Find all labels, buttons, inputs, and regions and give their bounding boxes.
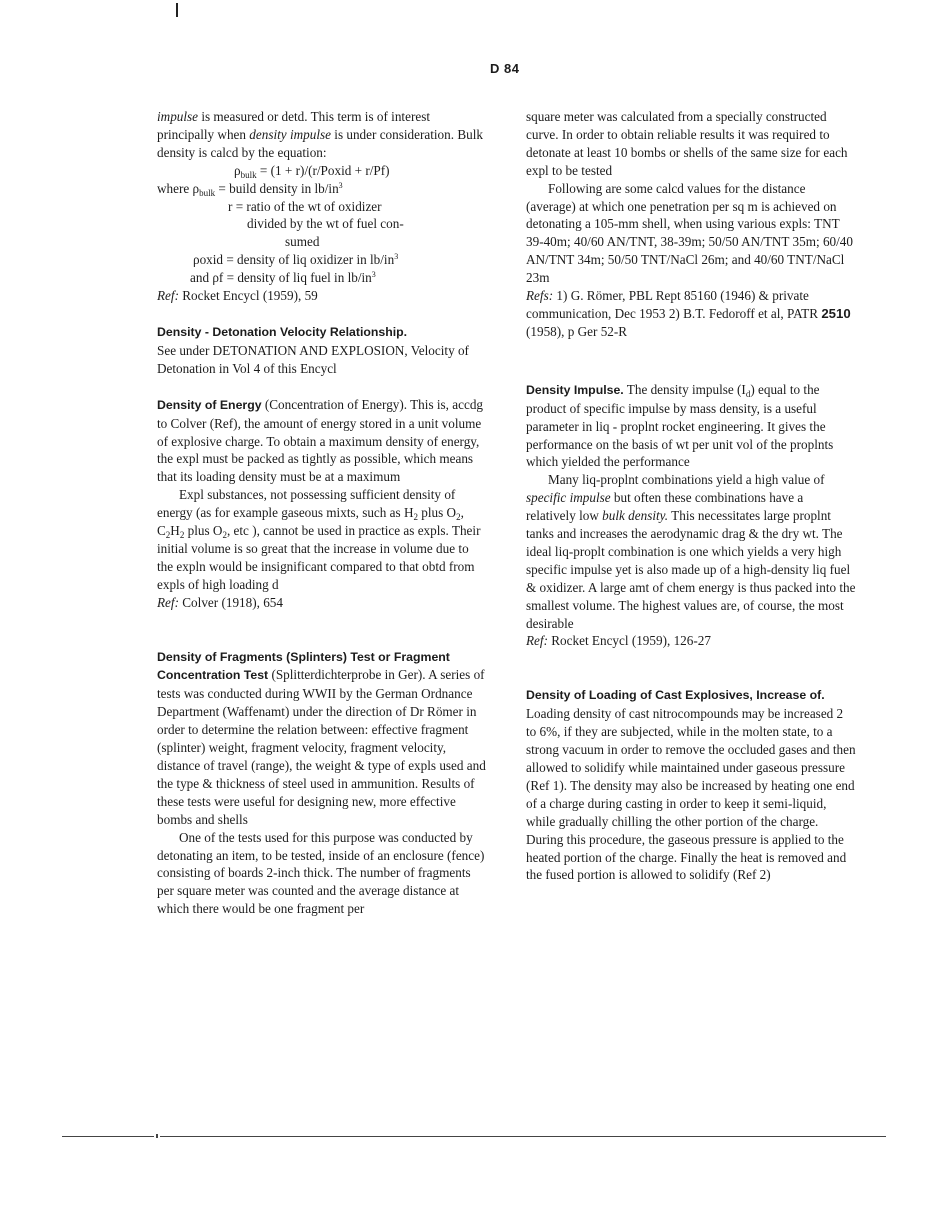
- bulk-density-equation: $\rho_{bulk} = (1$ + r)/(r/Poxid + r/Pf): [234, 162, 390, 180]
- paragraph: Following are some calcd values for the distance (average) at which one penetration per sq m is achieved on detonating a 105-mm shell, when using various expls: TNT 39-40m; 40/60 AN/TNT, 38-39m; 50/50 AN/TNT 35m; 60/40 AN/TNT 34m; 50/50 TNT/NaCl 26m; and 40/60 TNT/NaCl 23m: [526, 180, 853, 286]
- where-line-1: where $\rho_{bulk}$ = build density in $lb/in^3$: [157, 180, 343, 198]
- where-line-5: ρoxid = density of liq oxidizer in $lb/in^3$: [193, 252, 399, 268]
- entry-density-of-energy: Density of Energy (Concentration of Energy). This is, accdg to Colver (Ref), the amount of energy stored in a unit volume of explosive charge. To obtain a maximum density of energy, the expl must be packed as tightly as possible, which means that its loading density must be at a maximum: [157, 396, 484, 485]
- entry-density-detonation-velocity: Density - Detonation Velocity Relationship. See under DETONATION AND EXPLOSION, Velocity of Detonation in Vol 4 of this Encycl: [157, 324, 469, 376]
- footer-rule-tick: [156, 1134, 158, 1138]
- reference: Ref: Rocket Encycl (1959), 59: [157, 288, 318, 304]
- paragraph: square meter was calculated from a specially constructed curve. In order to obtain reliable results it was required to detonate at least 10 bombs or shells of the same size for each expl to be tested: [526, 109, 848, 178]
- footer-rule: [62, 1136, 154, 1137]
- entry-heading: Density of Fragments (Splinters) Test or Fragment Concentration Test: [157, 649, 450, 683]
- where-line-3: divided by the wt of fuel con-: [247, 216, 404, 232]
- entry-heading: Density of Loading of Cast Explosives, Increase of.: [526, 688, 825, 703]
- entry-heading: Density of Energy: [157, 397, 262, 412]
- right-column: [526, 108, 856, 884]
- reference: Ref: Rocket Encycl (1959), 126-27: [526, 633, 711, 649]
- references: Refs: 1) G. Römer, PBL Rept 85160 (1946) & private communication, Dec 1953 2) B.T. Fedoroff et al, PATR 2510 (1958), p Ger 52-R: [526, 288, 851, 339]
- reference: Ref: Colver (1918), 654: [157, 594, 283, 610]
- paragraph: One of the tests used for this purpose was conducted by detonating an item, to be tested, inside of an enclosure (fence) consisting of boards 2-inch thick. The number of fragments per square meter was counted and the average distance at which there would be one fragment per: [157, 829, 485, 917]
- where-line-6: and ρf = density of liq fuel in $lb/in^3$: [190, 270, 376, 286]
- entry-heading: Density Impulse.: [526, 382, 624, 397]
- entry-heading: Density - Detonation Velocity Relationship.: [157, 324, 408, 339]
- where-line-2: r = ratio of the wt of oxidizer: [228, 198, 382, 214]
- entry-density-of-loading: Density of Loading of Cast Explosives, Increase of. Loading density of cast nitrocompounds may be increased 2 to 6%, if they are subjected, while in the molten state, to a strong vacuum in order to remove the occluded gases and then allowed to solidify while maintained under gaseous pressure (Ref 1). The density may also be increased by heating one end of a charge during casting in order to keep it semi-liquid, while gradually chilling the other portion of the charge. During this procedure, the gaseous pressure is applied to the heated portion of the charge. Finally the heat is removed and the fused portion is allowed to solidify (Ref 2): [526, 688, 856, 883]
- entry-density-of-fragments: Density of Fragments (Splinters) Test or Fragment Concentration Test (Splitterdichterprobe in Ger). A series of tests was conducted during WWII by the German Ordnance Department (Waffenamt) under the direction of Dr Römer in order to determine the relation between: effective fragment (splinter) weight, fragment velocity, fragment velocity, distance of travel (range), the weight & type of expls used and the type & thickness of steel used in ammunition. Results of these tests were useful for designing new, more effective bombs and shells: [157, 649, 486, 827]
- left-column: [157, 108, 487, 918]
- footer-rule: [160, 1136, 886, 1137]
- paragraph: Many liq-proplnt combinations yield a high value of specific impulse but often these combinations have a relatively low bulk density. This necessitates large proplnt tanks and increases the aerodynamic drag & the dry wt. The ideal liq-proplt combination is one which yields a very high specific impulse yet is also made up of a high-density liq fuel & oxidizer. A large amt of chem energy is thus packed into the smallest volume. The highest values are, of course, the most desirable: [526, 472, 856, 631]
- margin-mark: [176, 3, 178, 17]
- page-number: D 84: [490, 61, 520, 76]
- entry-density-impulse: Density Impulse. The density impulse $(I_d)$ equal to the product of specific impulse by mass density, is a useful parameter in liq - proplnt rocket engineering. It gives the performance on the basis of wt per unit vol of the proplnts which yielded the performance: [526, 381, 834, 470]
- where-line-4: sumed: [285, 234, 320, 250]
- intro-paragraph: impulse is measured or detd. This term is of interest principally when density impulse is under consideration. Bulk density is calcd by the equation:: [157, 109, 483, 160]
- paragraph: Expl substances, not possessing sufficient density of energy (as for example gaseous mixts, such as $H_2$ plus $O_2$, $C_2H_2$ plus $O_2$, etc ), cannot be used in practice as expls. Their initial volume is so great that the increase in volume due to the expln would be insignificant compared to that obtd from expls of high loading d: [157, 487, 481, 592]
